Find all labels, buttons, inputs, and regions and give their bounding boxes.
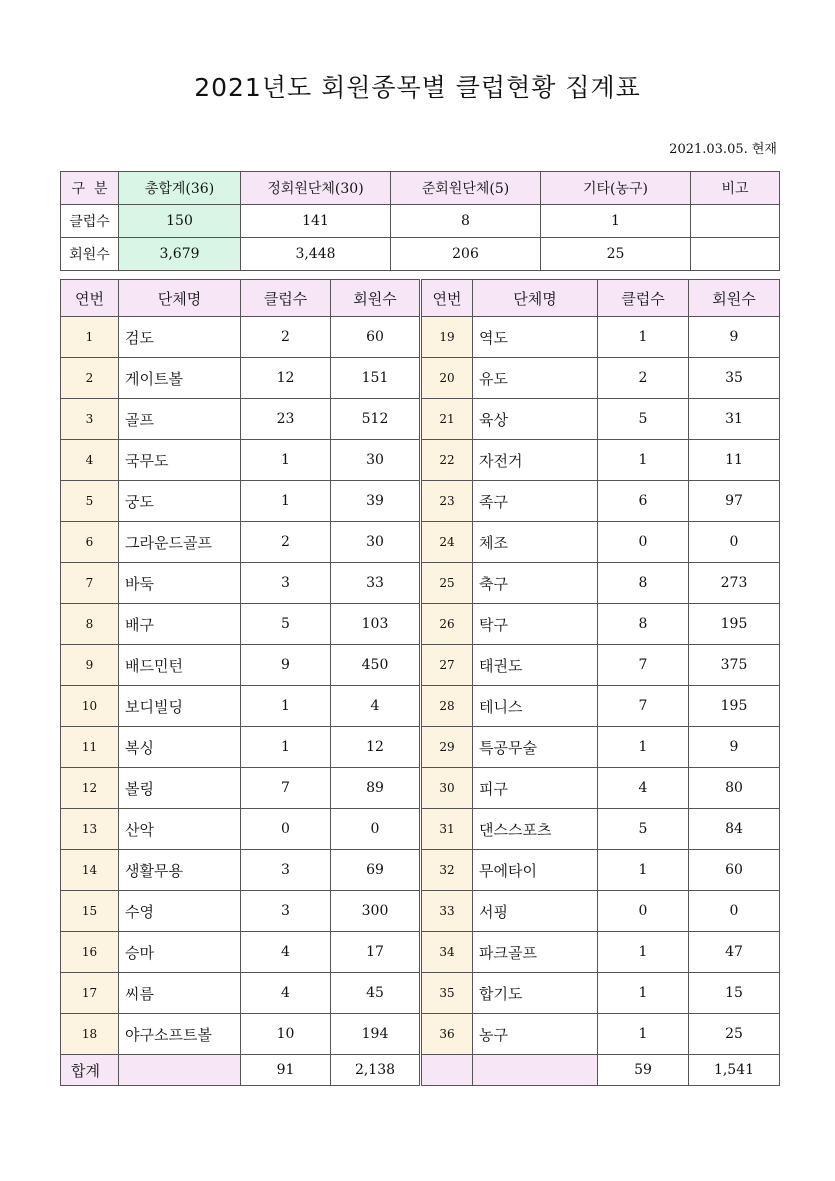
club-count: 1 xyxy=(598,440,689,481)
row-no: 34 xyxy=(421,932,473,973)
row-no: 23 xyxy=(421,481,473,522)
org-name: 야구소프트볼 xyxy=(119,1014,241,1055)
org-name: 합기도 xyxy=(473,973,598,1014)
row-no: 24 xyxy=(421,522,473,563)
club-count: 1 xyxy=(241,481,331,522)
org-name: 족구 xyxy=(473,481,598,522)
org-name: 생활무용 xyxy=(119,850,241,891)
org-name: 수영 xyxy=(119,891,241,932)
summary-cell xyxy=(691,238,780,271)
row-no: 29 xyxy=(421,727,473,768)
summary-cell: 206 xyxy=(391,238,541,271)
table-row xyxy=(61,645,780,686)
member-count: 84 xyxy=(689,809,780,850)
club-count: 23 xyxy=(241,399,331,440)
row-no: 22 xyxy=(421,440,473,481)
org-name: 볼링 xyxy=(119,768,241,809)
org-name: 배드민턴 xyxy=(119,645,241,686)
org-name: 국무도 xyxy=(119,440,241,481)
total-blank xyxy=(473,1055,598,1086)
row-no: 12 xyxy=(61,768,119,809)
table-row xyxy=(61,440,780,481)
club-count: 7 xyxy=(241,768,331,809)
club-count: 9 xyxy=(241,645,331,686)
table-row xyxy=(61,973,780,1014)
table-row xyxy=(61,727,780,768)
member-count: 15 xyxy=(689,973,780,1014)
row-no: 1 xyxy=(61,317,119,358)
org-name: 체조 xyxy=(473,522,598,563)
member-count: 35 xyxy=(689,358,780,399)
member-count: 80 xyxy=(689,768,780,809)
summary-header-other: 기타(농구) xyxy=(541,172,691,205)
summary-header-category: 구 분 xyxy=(61,172,119,205)
club-count: 4 xyxy=(598,768,689,809)
club-count: 5 xyxy=(598,399,689,440)
org-name: 그라운드골프 xyxy=(119,522,241,563)
summary-header-total: 총합계(36) xyxy=(119,172,241,205)
org-name: 골프 xyxy=(119,399,241,440)
member-count: 45 xyxy=(331,973,421,1014)
summary-row-clubs xyxy=(61,205,780,238)
total-left-members: 2,138 xyxy=(331,1055,421,1086)
header-no: 연번 xyxy=(421,280,473,317)
club-count: 1 xyxy=(598,850,689,891)
summary-header-row xyxy=(61,172,780,205)
row-no: 6 xyxy=(61,522,119,563)
org-name: 자전거 xyxy=(473,440,598,481)
org-name: 배구 xyxy=(119,604,241,645)
summary-row-label: 회원수 xyxy=(61,238,119,271)
club-count: 1 xyxy=(598,973,689,1014)
club-table xyxy=(60,279,780,1086)
club-count: 0 xyxy=(598,891,689,932)
row-no: 20 xyxy=(421,358,473,399)
header-no: 연번 xyxy=(61,280,119,317)
club-count: 10 xyxy=(241,1014,331,1055)
member-count: 60 xyxy=(689,850,780,891)
member-count: 47 xyxy=(689,932,780,973)
row-no: 25 xyxy=(421,563,473,604)
club-count: 6 xyxy=(598,481,689,522)
row-no: 16 xyxy=(61,932,119,973)
member-count: 9 xyxy=(689,727,780,768)
row-no: 15 xyxy=(61,891,119,932)
club-count: 8 xyxy=(598,604,689,645)
summary-table xyxy=(60,171,780,271)
club-count: 1 xyxy=(598,1014,689,1055)
member-count: 39 xyxy=(331,481,421,522)
member-count: 103 xyxy=(331,604,421,645)
row-no: 19 xyxy=(421,317,473,358)
row-no: 3 xyxy=(61,399,119,440)
org-name: 승마 xyxy=(119,932,241,973)
club-count: 1 xyxy=(241,727,331,768)
club-count: 3 xyxy=(241,891,331,932)
header-clubs: 클럽수 xyxy=(241,280,331,317)
member-count: 97 xyxy=(689,481,780,522)
member-count: 30 xyxy=(331,440,421,481)
summary-cell: 25 xyxy=(541,238,691,271)
club-count: 0 xyxy=(598,522,689,563)
org-name: 파크골프 xyxy=(473,932,598,973)
org-name: 역도 xyxy=(473,317,598,358)
club-count: 7 xyxy=(598,645,689,686)
total-label: 합계 xyxy=(61,1055,119,1086)
member-count: 273 xyxy=(689,563,780,604)
table-row xyxy=(61,891,780,932)
member-count: 151 xyxy=(331,358,421,399)
club-count: 1 xyxy=(241,440,331,481)
org-name: 무에타이 xyxy=(473,850,598,891)
org-name: 육상 xyxy=(473,399,598,440)
summary-row-label: 클럽수 xyxy=(61,205,119,238)
table-row xyxy=(61,604,780,645)
member-count: 9 xyxy=(689,317,780,358)
row-no: 7 xyxy=(61,563,119,604)
member-count: 25 xyxy=(689,1014,780,1055)
table-row xyxy=(61,317,780,358)
club-count: 5 xyxy=(241,604,331,645)
org-name: 탁구 xyxy=(473,604,598,645)
club-count: 12 xyxy=(241,358,331,399)
table-row xyxy=(61,850,780,891)
summary-cell: 150 xyxy=(119,205,241,238)
total-blank xyxy=(119,1055,241,1086)
summary-header-regular: 정회원단체(30) xyxy=(241,172,391,205)
org-name: 축구 xyxy=(473,563,598,604)
club-count: 1 xyxy=(598,317,689,358)
member-count: 300 xyxy=(331,891,421,932)
member-count: 0 xyxy=(689,522,780,563)
row-no: 33 xyxy=(421,891,473,932)
org-name: 서핑 xyxy=(473,891,598,932)
summary-header-note: 비고 xyxy=(691,172,780,205)
row-no: 26 xyxy=(421,604,473,645)
member-count: 4 xyxy=(331,686,421,727)
member-count: 31 xyxy=(689,399,780,440)
total-row xyxy=(61,1055,780,1086)
org-name: 태권도 xyxy=(473,645,598,686)
total-blank xyxy=(421,1055,473,1086)
member-count: 512 xyxy=(331,399,421,440)
member-count: 375 xyxy=(689,645,780,686)
club-count: 7 xyxy=(598,686,689,727)
header-members: 회원수 xyxy=(689,280,780,317)
table-row xyxy=(61,399,780,440)
member-count: 0 xyxy=(331,809,421,850)
summary-cell: 3,448 xyxy=(241,238,391,271)
row-no: 36 xyxy=(421,1014,473,1055)
club-count: 8 xyxy=(598,563,689,604)
member-count: 450 xyxy=(331,645,421,686)
org-name: 피구 xyxy=(473,768,598,809)
table-row xyxy=(61,563,780,604)
member-count: 30 xyxy=(331,522,421,563)
club-count: 1 xyxy=(598,727,689,768)
member-count: 195 xyxy=(689,686,780,727)
table-row xyxy=(61,358,780,399)
table-row xyxy=(61,809,780,850)
row-no: 2 xyxy=(61,358,119,399)
summary-cell: 8 xyxy=(391,205,541,238)
org-name: 게이트볼 xyxy=(119,358,241,399)
total-right-clubs: 59 xyxy=(598,1055,689,1086)
summary-row-members xyxy=(61,238,780,271)
row-no: 13 xyxy=(61,809,119,850)
row-no: 30 xyxy=(421,768,473,809)
summary-cell: 3,679 xyxy=(119,238,241,271)
club-count: 2 xyxy=(598,358,689,399)
row-no: 27 xyxy=(421,645,473,686)
org-name: 농구 xyxy=(473,1014,598,1055)
table-row xyxy=(61,1014,780,1055)
org-name: 씨름 xyxy=(119,973,241,1014)
org-name: 테니스 xyxy=(473,686,598,727)
table-row xyxy=(61,768,780,809)
member-count: 12 xyxy=(331,727,421,768)
org-name: 산악 xyxy=(119,809,241,850)
table-row xyxy=(61,481,780,522)
org-name: 유도 xyxy=(473,358,598,399)
row-no: 28 xyxy=(421,686,473,727)
row-no: 32 xyxy=(421,850,473,891)
table-row xyxy=(61,932,780,973)
club-table-header-row xyxy=(61,280,780,317)
row-no: 5 xyxy=(61,481,119,522)
header-members: 회원수 xyxy=(331,280,421,317)
row-no: 18 xyxy=(61,1014,119,1055)
summary-cell: 1 xyxy=(541,205,691,238)
row-no: 14 xyxy=(61,850,119,891)
club-count: 3 xyxy=(241,850,331,891)
summary-cell: 141 xyxy=(241,205,391,238)
club-count: 2 xyxy=(241,522,331,563)
member-count: 33 xyxy=(331,563,421,604)
member-count: 17 xyxy=(331,932,421,973)
summary-header-associate: 준회원단체(5) xyxy=(391,172,541,205)
row-no: 8 xyxy=(61,604,119,645)
page-title: 2021년도 회원종목별 클럽현황 집계표 xyxy=(194,73,641,102)
club-count: 4 xyxy=(241,932,331,973)
club-count: 4 xyxy=(241,973,331,1014)
member-count: 69 xyxy=(331,850,421,891)
org-name: 댄스스포츠 xyxy=(473,809,598,850)
row-no: 35 xyxy=(421,973,473,1014)
table-row xyxy=(61,522,780,563)
row-no: 10 xyxy=(61,686,119,727)
row-no: 9 xyxy=(61,645,119,686)
total-right-members: 1,541 xyxy=(689,1055,780,1086)
club-count: 1 xyxy=(598,932,689,973)
member-count: 11 xyxy=(689,440,780,481)
club-count: 5 xyxy=(598,809,689,850)
header-clubs: 클럽수 xyxy=(598,280,689,317)
member-count: 89 xyxy=(331,768,421,809)
summary-cell xyxy=(691,205,780,238)
row-no: 21 xyxy=(421,399,473,440)
as-of-date: 2021.03.05. 현재 xyxy=(669,142,777,157)
table-row xyxy=(61,686,780,727)
row-no: 4 xyxy=(61,440,119,481)
member-count: 0 xyxy=(689,891,780,932)
club-count: 2 xyxy=(241,317,331,358)
row-no: 17 xyxy=(61,973,119,1014)
header-org: 단체명 xyxy=(119,280,241,317)
member-count: 194 xyxy=(331,1014,421,1055)
member-count: 195 xyxy=(689,604,780,645)
header-org: 단체명 xyxy=(473,280,598,317)
club-count: 0 xyxy=(241,809,331,850)
club-count: 1 xyxy=(241,686,331,727)
org-name: 궁도 xyxy=(119,481,241,522)
total-left-clubs: 91 xyxy=(241,1055,331,1086)
row-no: 11 xyxy=(61,727,119,768)
org-name: 복싱 xyxy=(119,727,241,768)
org-name: 검도 xyxy=(119,317,241,358)
member-count: 60 xyxy=(331,317,421,358)
org-name: 보디빌딩 xyxy=(119,686,241,727)
row-no: 31 xyxy=(421,809,473,850)
club-count: 3 xyxy=(241,563,331,604)
org-name: 바둑 xyxy=(119,563,241,604)
org-name: 특공무술 xyxy=(473,727,598,768)
